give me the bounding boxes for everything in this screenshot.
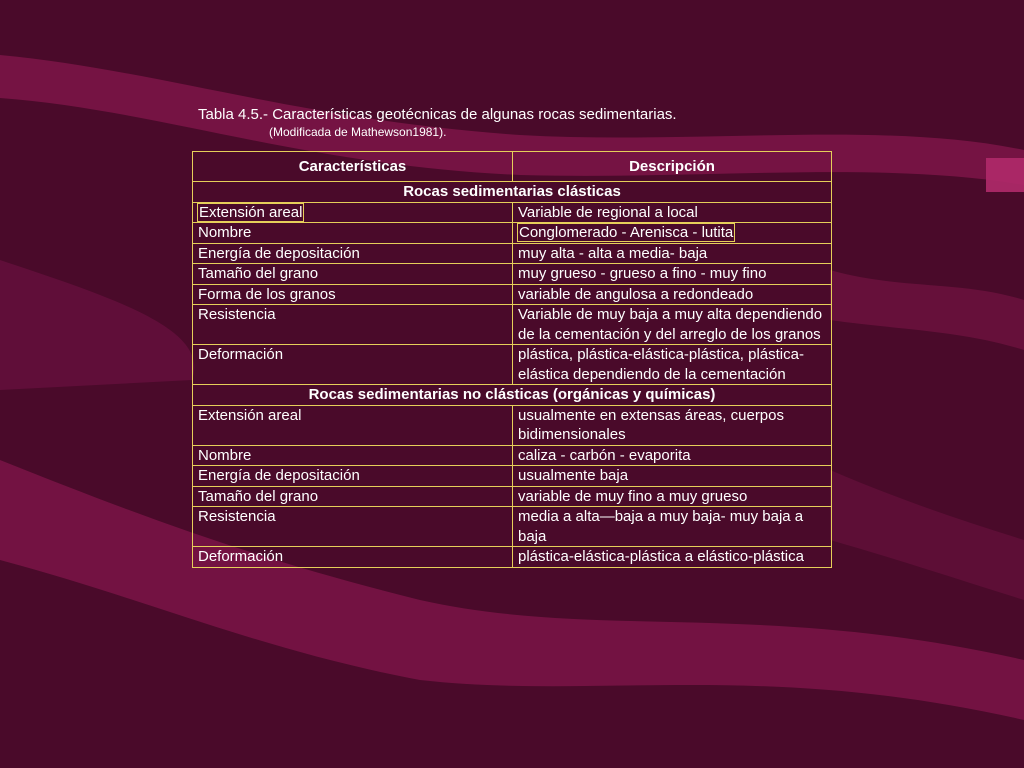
cell-label: Deformación <box>193 345 513 385</box>
table-row <box>193 445 832 466</box>
cell-label: Forma de los granos <box>193 284 513 305</box>
table-row <box>193 507 832 547</box>
table-row <box>193 547 832 568</box>
cell-label: Extensión areal <box>193 405 513 445</box>
section-row <box>193 385 832 406</box>
cell-label: Energía de depositación <box>193 243 513 264</box>
table-row <box>193 264 832 285</box>
section-title-no-clasticas: Rocas sedimentarias no clásticas (orgánicas y químicas) <box>193 385 832 406</box>
cell-value: usualmente baja <box>513 466 832 487</box>
table-row <box>193 486 832 507</box>
section-row <box>193 182 832 203</box>
characteristics-table <box>192 151 832 568</box>
cell-value: usualmente en extensas áreas, cuerpos bidimensionales <box>513 405 832 445</box>
caption-source: (Modificada de Mathewson1981). <box>269 125 447 139</box>
table-row <box>193 405 832 445</box>
cell-label: Energía de depositación <box>193 466 513 487</box>
cell-value: muy grueso - grueso a fino - muy fino <box>513 264 832 285</box>
cell-value: plástica-elástica-plástica a elástico-plástica <box>513 547 832 568</box>
cell-value: Variable de regional a local <box>513 202 832 223</box>
caption-title: Tabla 4.5.- Características geotécnicas de algunas rocas sedimentarias. <box>198 106 677 123</box>
cell-value: caliza - carbón - evaporita <box>513 445 832 466</box>
cell-label: Nombre <box>193 445 513 466</box>
cell-label: Nombre <box>193 223 513 244</box>
table-row <box>193 202 832 223</box>
cell-value: plástica, plástica-elástica-plástica, plástica-elástica dependiendo de la cementación <box>513 345 832 385</box>
cell-value: muy alta - alta a media- baja <box>513 243 832 264</box>
table-row <box>193 223 832 244</box>
table-row <box>193 243 832 264</box>
cell-label: Tamaño del grano <box>193 264 513 285</box>
cell-label: Extensión areal <box>199 203 303 221</box>
cell-label: Resistencia <box>193 507 513 547</box>
table-row <box>193 466 832 487</box>
header-caracteristicas: Características <box>193 152 513 182</box>
table-row <box>193 345 832 385</box>
section-title-clasticas: Rocas sedimentarias clásticas <box>193 182 832 203</box>
table-row <box>193 284 832 305</box>
cell-value: variable de muy fino a muy grueso <box>513 486 832 507</box>
header-row <box>193 152 832 182</box>
cell-label: Resistencia <box>193 305 513 345</box>
cell-value: media a alta—baja a muy baja- muy baja a baja <box>513 507 832 547</box>
header-descripcion: Descripción <box>513 152 832 182</box>
table-caption <box>198 106 677 140</box>
cell-value: Conglomerado - Arenisca - lutita <box>519 224 734 241</box>
table-row <box>193 305 832 345</box>
cell-value: variable de angulosa a redondeado <box>513 284 832 305</box>
cell-label: Tamaño del grano <box>193 486 513 507</box>
cell-value: Variable de muy baja a muy alta dependiendo de la cementación y del arreglo de los granos <box>513 305 832 345</box>
cell-label: Deformación <box>193 547 513 568</box>
